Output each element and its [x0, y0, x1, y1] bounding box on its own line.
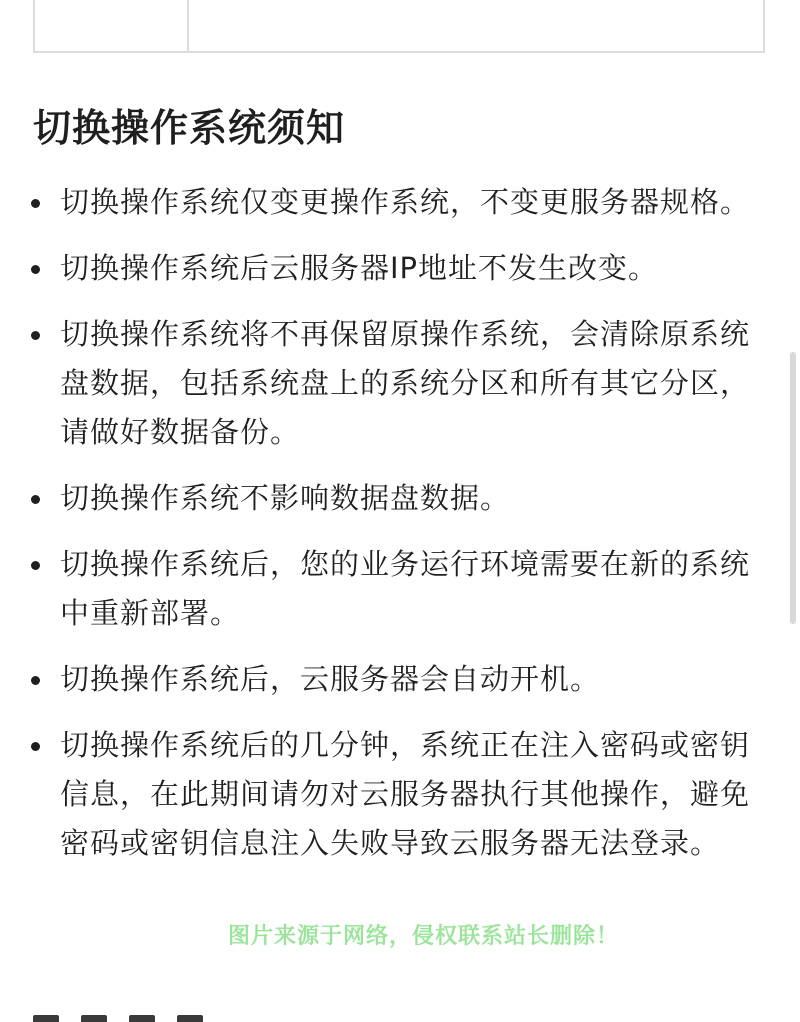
list-item-text: 切换操作系统后，云服务器会自动开机。 — [60, 662, 601, 696]
bullet-icon — [31, 265, 40, 274]
bullet-icon — [31, 561, 40, 570]
list-item-text: 切换操作系统仅变更操作系统，不变更服务器规格。 — [60, 185, 751, 219]
list-item-text: 切换操作系统后，您的业务运行环境需要在新的系统中重新部署。 — [60, 547, 751, 630]
bullet-icon — [31, 199, 40, 208]
table-cell-divider — [187, 0, 189, 51]
list-item-text: 切换操作系统后云服务器IP地址不发生改变。 — [60, 251, 659, 285]
list-item — [0, 655, 800, 704]
list-item-text: 切换操作系统将不再保留原操作系统，会清除原系统盘数据，包括系统盘上的系统分区和所有其它分区，请做好数据备份。 — [60, 317, 751, 449]
list-item-text: 切换操作系统后的几分钟，系统正在注入密码或密钥信息，在此期间请勿对云服务器执行其他操作，避免密码或密钥信息注入失败导致云服务器无法登录。 — [60, 728, 751, 860]
bullet-icon — [31, 331, 40, 340]
list-item — [0, 540, 800, 638]
list-item — [0, 244, 800, 293]
table-bottom-fragment — [33, 0, 765, 53]
bullet-icon — [31, 495, 40, 504]
list-item — [0, 474, 800, 523]
section-title: 切换操作系统须知 — [33, 106, 346, 150]
bullet-icon — [31, 742, 40, 751]
list-item — [0, 721, 800, 868]
watermark: 图片来源于网络，侵权联系站长删除！ — [228, 924, 620, 949]
notes-list — [0, 178, 800, 885]
bullet-icon — [31, 676, 40, 685]
vertical-scrollbar[interactable] — [790, 352, 796, 624]
list-item-text: 切换操作系统不影响数据盘数据。 — [60, 481, 511, 515]
list-item — [0, 178, 800, 227]
next-section-title-fragment — [33, 1008, 243, 1022]
list-item — [0, 310, 800, 457]
